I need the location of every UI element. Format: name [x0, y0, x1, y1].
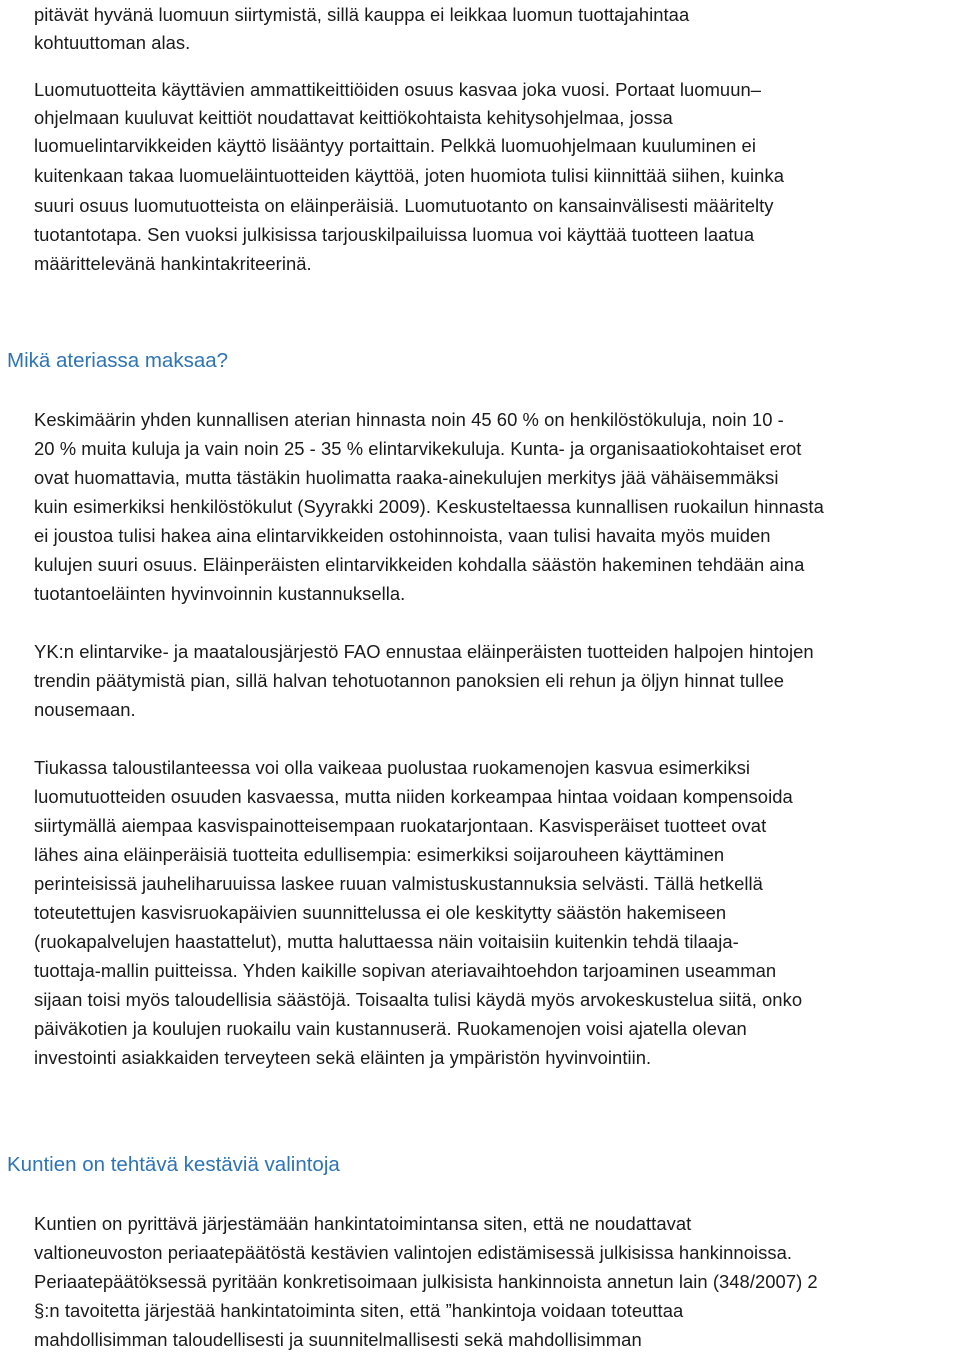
- paragraph-line: Tiukassa taloustilanteessa voi olla vaikeaa puolustaa ruokamenojen kasvua esimerkiksi: [34, 757, 751, 778]
- paragraph-line: suuri osuus luomutuotteista on eläinperäisiä. Luomutuotanto on kansainvälisesti määritelty: [34, 195, 774, 216]
- paragraph-line: päiväkotien ja koulujen ruokailu vain kustannuserä. Ruokamenojen voisi ajatella olevan: [34, 1018, 747, 1039]
- paragraph-line: kuitenkaan takaa luomueläintuotteiden käyttöä, joten huomiota tulisi kiinnittää siihen, kuinka: [34, 165, 784, 186]
- paragraph-line: toteutettujen kasvisruokapäivien suunnittelussa ei ole keskitytty säästön hakemiseen: [34, 902, 727, 923]
- paragraph-line: YK:n elintarvike- ja maatalousjärjestö FAO ennustaa eläinperäisten tuotteiden halpojen hintojen: [34, 641, 814, 662]
- paragraph-line: kuin esimerkiksi henkilöstökulut (Syyrakki 2009). Keskusteltaessa kunnallisen ruokailun hinnasta: [34, 496, 824, 517]
- paragraph-line: kohtuuttoman alas.: [34, 32, 191, 53]
- paragraph-line: valtioneuvoston periaatepäätöstä kestävien valintojen edistämisessä julkisissa hankinnoissa.: [34, 1242, 793, 1263]
- paragraph-line: perinteisissä jauheliharuuissa laskee ruuan valmistuskustannuksia selvästi. Tällä hetkellä: [34, 873, 763, 894]
- section-heading: Mikä ateriassa maksaa?: [7, 349, 229, 372]
- paragraph-line: trendin päätymistä pian, sillä halvan tehotuotannon panoksien eli rehun ja öljyn hinnat tullee: [34, 670, 785, 691]
- paragraph-line: kulujen suuri osuus. Eläinperäisten elintarvikkeiden kohdalla säästön hakeminen tehdään aina: [34, 554, 805, 575]
- paragraph-line: tuottaja-mallin puitteissa. Yhden kaikille sopivan ateriavaihtoehdon tarjoaminen useamman: [34, 960, 777, 981]
- paragraph-line: 20 % muita kuluja ja vain noin 25 - 35 % elintarvikekuluja. Kunta- ja organisaatiokohtaiset erot: [34, 438, 802, 459]
- paragraph-line: ovat huomattavia, mutta tästäkin huolimatta raaka-ainekulujen merkitys jää vähäisemmäksi: [34, 467, 779, 488]
- paragraph-line: ohjelmaan kuuluvat keittiöt noudattavat keittiökohtaista kehitysohjelmaa, jossa: [34, 107, 673, 128]
- paragraph-line: (ruokapalvelujen haastattelut), mutta haluttaessa näin voitaisiin kuitenkin tehdä tilaaja-: [34, 931, 739, 952]
- paragraph-line: mahdollisimman taloudellisesti ja suunnitelmallisesti sekä mahdollisimman: [34, 1329, 642, 1350]
- paragraph-line: luomuelintarvikkeiden käyttö lisääntyy portaittain. Pelkkä luomuohjelmaan kuuluminen ei: [34, 135, 756, 156]
- paragraph-line: siirtymällä aiempaa kasvispainotteisempaan ruokatarjontaan. Kasvisperäiset tuotteet ovat: [34, 815, 767, 836]
- paragraph-line: nousemaan.: [34, 699, 136, 720]
- paragraph-line: Periaatepäätöksessä pyritään konkretisoimaan julkisista hankinnoista annetun lain (348/2007) 2: [34, 1271, 818, 1292]
- paragraph-line: pitävät hyvänä luomuun siirtymistä, sillä kauppa ei leikkaa luomun tuottajahintaa: [34, 4, 690, 25]
- section-heading: Kuntien on tehtävä kestäviä valintoja: [7, 1153, 340, 1176]
- paragraph-line: Keskimäärin yhden kunnallisen aterian hinnasta noin 45 60 % on henkilöstökuluja, noin 10 -: [34, 409, 784, 430]
- paragraph-line: §:n tavoitetta järjestää hankintatoiminta siten, että ”hankintoja voidaan toteuttaa: [34, 1300, 684, 1321]
- paragraph-line: Kuntien on pyrittävä järjestämään hankintatoimintansa siten, että ne noudattavat: [34, 1213, 692, 1234]
- paragraph-line: Luomutuotteita käyttävien ammattikeittiöiden osuus kasvaa joka vuosi. Portaat luomuun–: [34, 79, 762, 100]
- paragraph-line: määrittelevänä hankintakriteerinä.: [34, 253, 312, 274]
- paragraph-line: sijaan toisi myös taloudellisia säästöjä. Toisaalta tulisi käydä myös arvokeskustelua siitä, onko: [34, 989, 803, 1010]
- paragraph-line: lähes aina eläinperäisiä tuotteita edullisempia: esimerkiksi soijarouheen käyttäminen: [34, 844, 725, 865]
- paragraph-line: tuotantotapa. Sen vuoksi julkisissa tarjouskilpailuissa luomua voi käyttää tuotteen laatua: [34, 224, 755, 245]
- paragraph-line: tuotantoeläinten hyvinvoinnin kustannuksella.: [34, 583, 406, 604]
- paragraph-line: ei joustoa tulisi hakea aina elintarvikkeiden ostohinnoista, vaan tulisi havaita myös muiden: [34, 525, 771, 546]
- paragraph-line: luomutuotteiden osuuden kasvaessa, mutta niiden korkeampaa hintaa voidaan kompensoida: [34, 786, 793, 807]
- paragraph-line: investointi asiakkaiden terveyteen sekä eläinten ja ympäristön hyvinvointiin.: [34, 1047, 652, 1068]
